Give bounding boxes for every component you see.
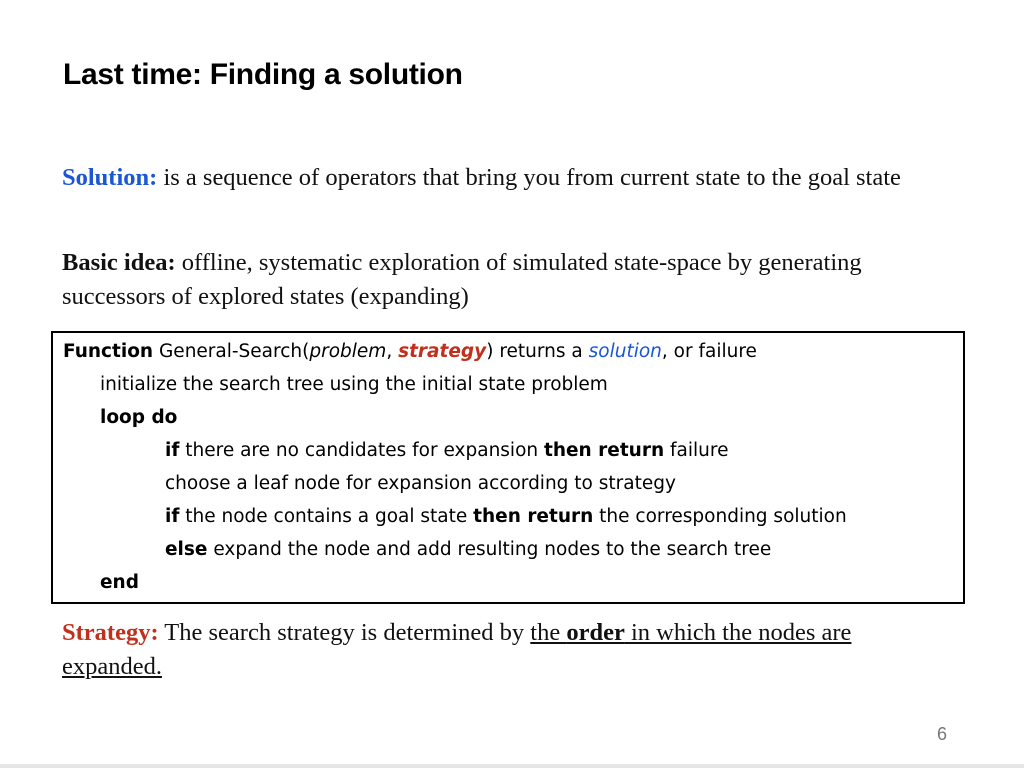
strategy-paragraph bbox=[62, 616, 952, 684]
basic-idea-term: Basic idea: bbox=[62, 249, 176, 276]
solution-paragraph bbox=[62, 161, 942, 195]
basic-idea-text: offline, systematic exploration of simulated state-space by generating successors of explored states (expanding) bbox=[62, 249, 862, 310]
function-name: General-Search( bbox=[153, 341, 310, 362]
problem-arg: problem bbox=[309, 341, 387, 362]
strategy-term: Strategy: bbox=[62, 619, 159, 646]
algorithm-line-choose: choose a leaf node for expansion according to strategy bbox=[165, 473, 676, 494]
else-text: expand the node and add resulting nodes to the search tree bbox=[207, 539, 772, 560]
else-keyword: else bbox=[165, 539, 208, 560]
function-keyword: Function bbox=[63, 341, 154, 362]
algorithm-line-if-no-candidates bbox=[165, 440, 728, 461]
solution-text: is a sequence of operators that bring you from current state to the goal state bbox=[157, 164, 901, 191]
strategy-arg: strategy bbox=[398, 341, 487, 362]
strategy-text: The search strategy is determined by bbox=[158, 619, 531, 646]
if-keyword: if bbox=[165, 440, 180, 461]
condition-text: there are no candidates for expansion bbox=[179, 440, 544, 461]
algorithm-line-else bbox=[165, 539, 771, 560]
slide-title: Last time: Finding a solution bbox=[63, 58, 463, 91]
algorithm-box bbox=[51, 331, 965, 604]
then-return-keyword: then return bbox=[544, 440, 665, 461]
algorithm-line-initialize: initialize the search tree using the initial state problem bbox=[100, 374, 608, 395]
if-keyword: if bbox=[165, 506, 180, 527]
solution-return: solution bbox=[588, 341, 662, 362]
underline-part-2: in which the nodes are expanded. bbox=[62, 619, 852, 680]
condition-text: the node contains a goal state bbox=[179, 506, 474, 527]
arg-separator: , bbox=[386, 341, 399, 362]
order-word: order bbox=[566, 619, 625, 646]
algorithm-line-end: end bbox=[100, 572, 139, 593]
underline-part-1: the bbox=[530, 619, 567, 646]
bottom-bar bbox=[0, 764, 1024, 768]
return-value: the corresponding solution bbox=[593, 506, 847, 527]
returns-text: ) returns a bbox=[486, 341, 589, 362]
then-return-keyword: then return bbox=[473, 506, 594, 527]
solution-term: Solution: bbox=[62, 164, 158, 191]
failure-text: , or failure bbox=[661, 341, 757, 362]
algorithm-line-if-goal bbox=[165, 506, 847, 527]
return-value: failure bbox=[664, 440, 729, 461]
algorithm-line-loop: loop do bbox=[100, 407, 178, 428]
algorithm-line-function bbox=[63, 341, 757, 362]
page-number: 6 bbox=[937, 724, 948, 744]
basic-idea-paragraph bbox=[62, 246, 942, 314]
